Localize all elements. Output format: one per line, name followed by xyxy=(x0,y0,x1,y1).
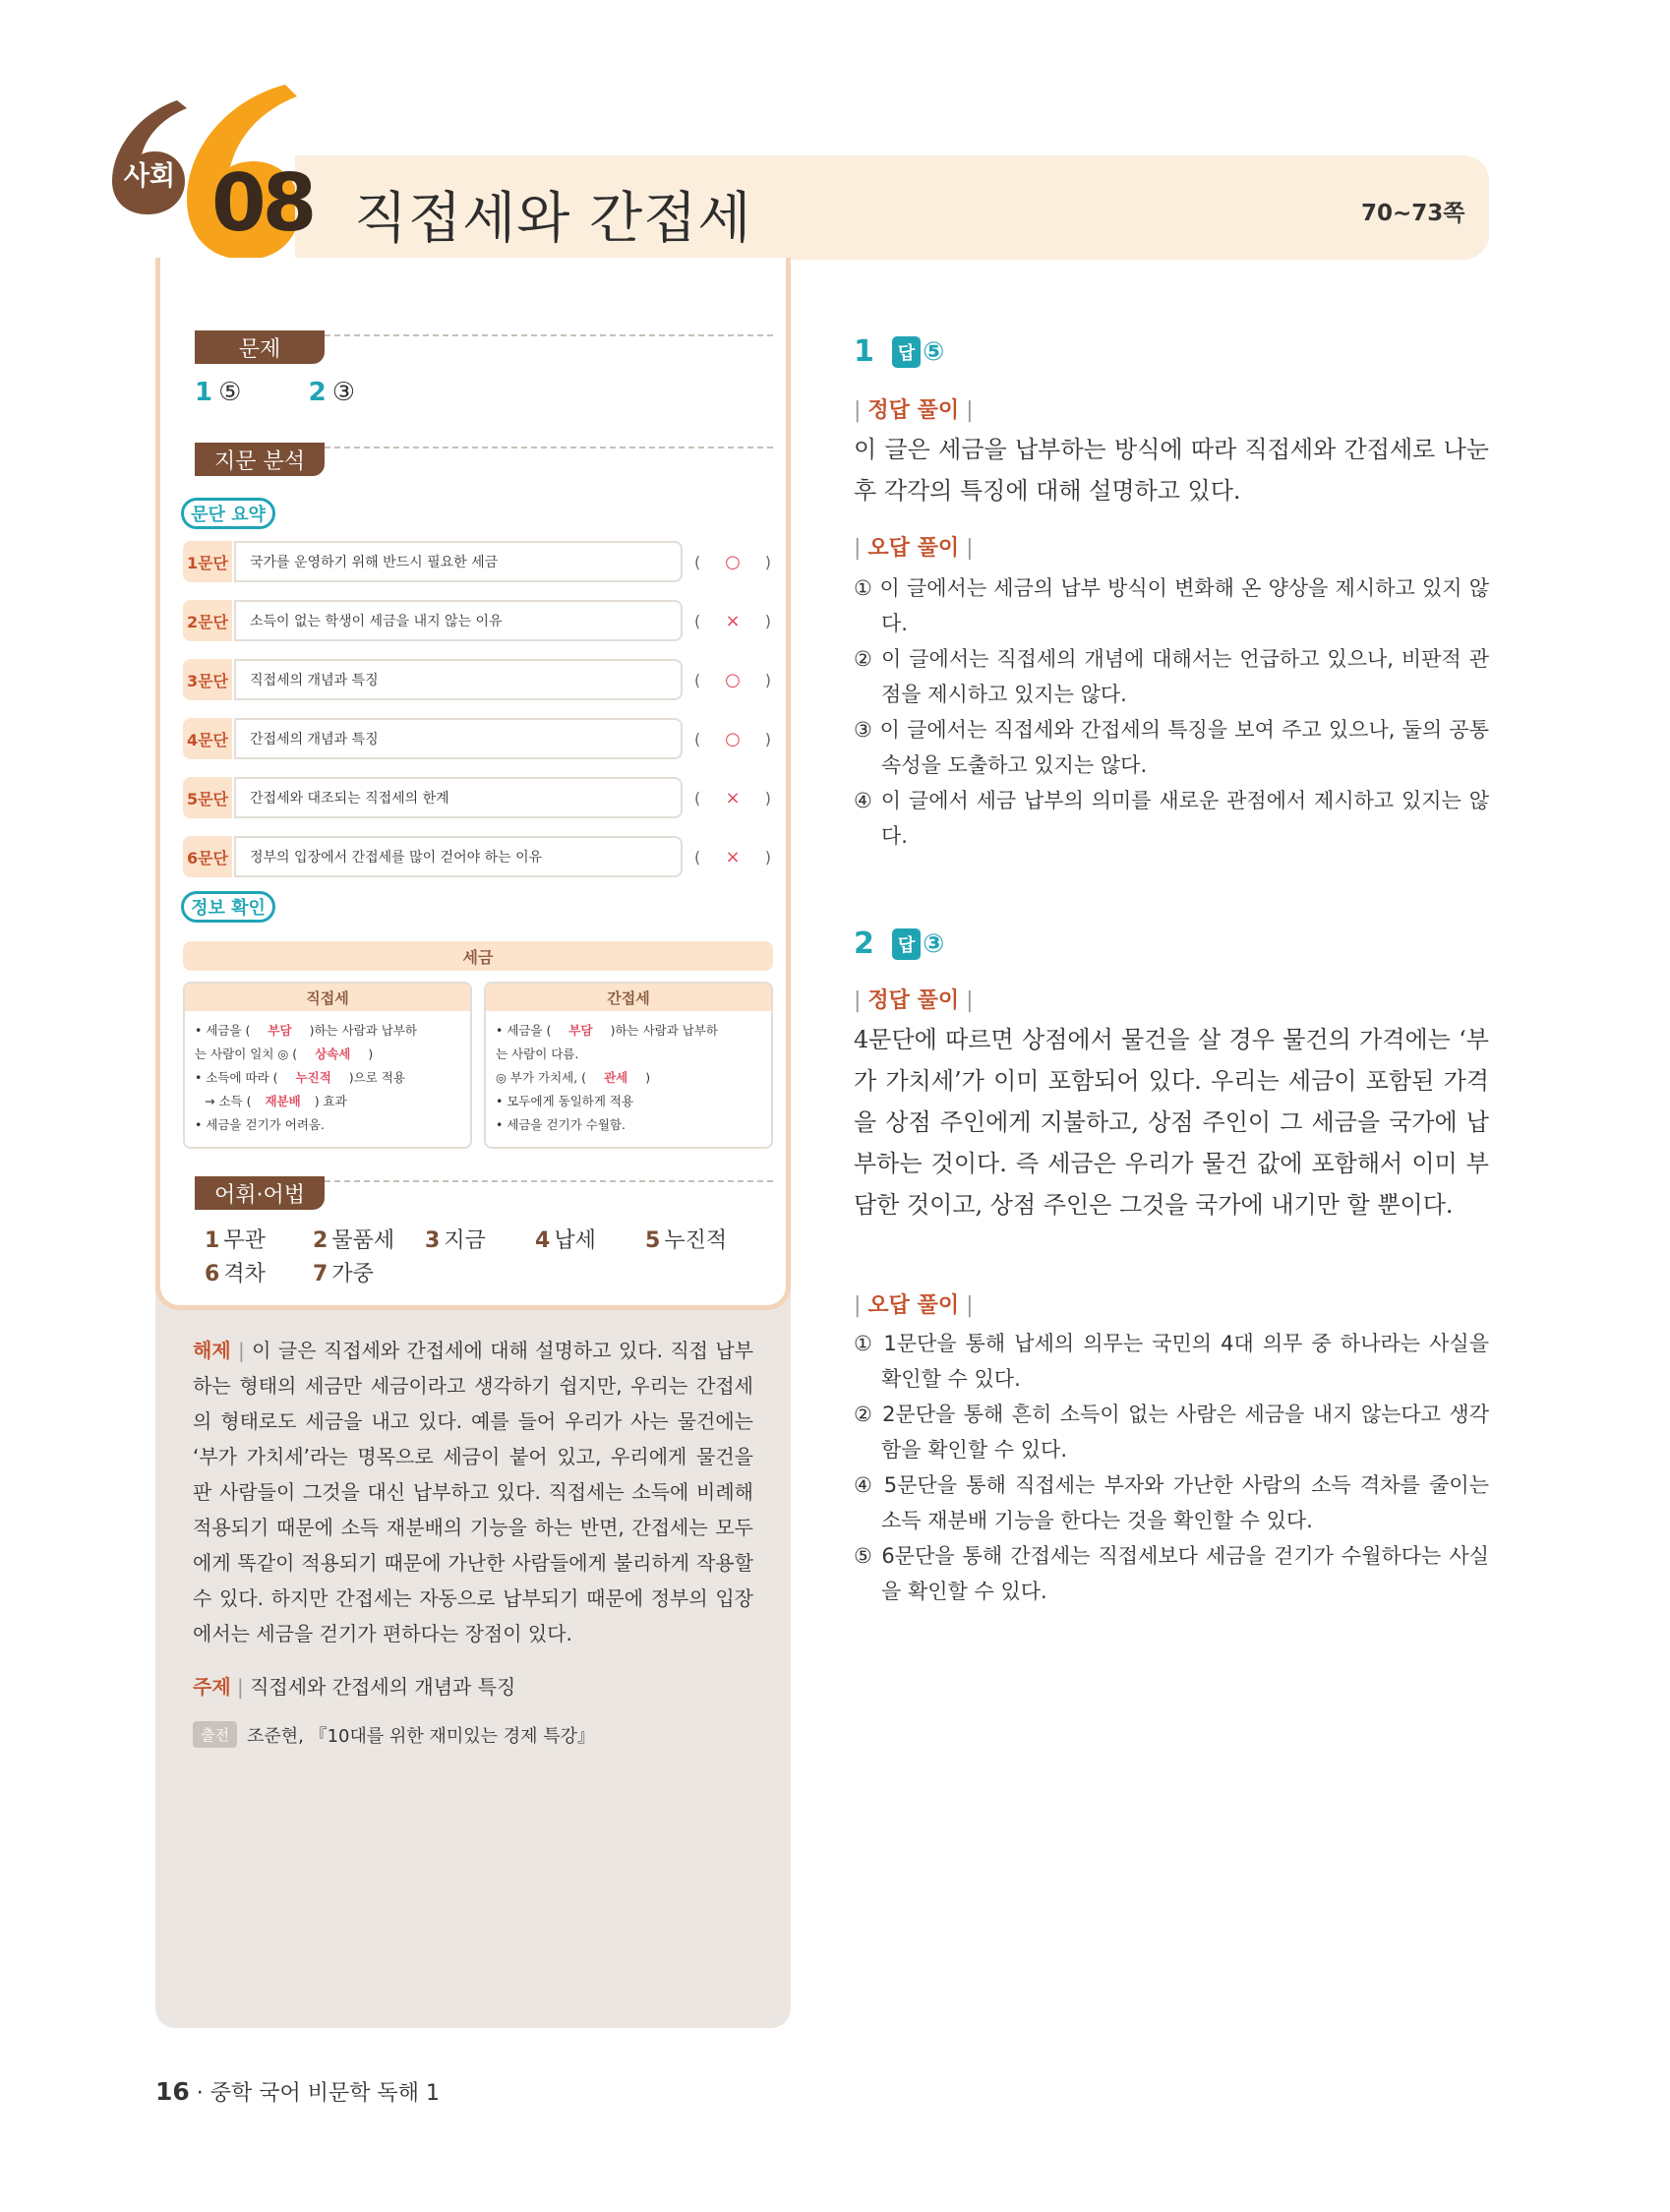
vocab-item: 3 지금 xyxy=(425,1228,486,1253)
fill-answer: 관세 xyxy=(604,1070,628,1085)
wrong-item: ⑤ 6문단을 통해 간접세는 직접세보다 세금을 걷기가 수월하다는 사실을 확인할 수 있다. xyxy=(854,1544,1489,1603)
fill-answer: 재분배 xyxy=(265,1094,301,1108)
summary-row xyxy=(183,718,771,759)
source-text: 조준현, 『10대를 위한 재미있는 경제 특강』 xyxy=(246,1725,596,1747)
source-line xyxy=(193,1721,595,1748)
indirect-tax-title: 간접세 xyxy=(486,984,771,1011)
paragraph-summary: 간접세와 대조되는 직접세의 한계 xyxy=(234,777,683,818)
wrong-explanations xyxy=(854,570,1489,854)
paragraph-label: 4문단 xyxy=(183,718,232,759)
wrong-item: ④ 5문단을 통해 직접세는 부자와 가난한 사람의 소득 격차를 줄이는 소득 재분배 기능을 한다는 것을 확인할 수 있다. xyxy=(854,1473,1489,1532)
vocab-item: 4 납세 xyxy=(535,1228,596,1253)
ox-mark: ( ○ ) xyxy=(694,728,771,749)
divider xyxy=(325,334,773,336)
divider xyxy=(325,447,773,448)
answer-tag: 답 xyxy=(892,336,921,368)
wrong-heading: | 오답 풀이 | xyxy=(854,536,974,561)
wrong-heading: | 오답 풀이 | xyxy=(854,1293,974,1318)
fill-answer: 부담 xyxy=(568,1023,593,1038)
summary-row xyxy=(183,777,771,818)
summary-row xyxy=(183,541,771,582)
section-tab-problem: 문제 xyxy=(195,330,325,364)
paragraph-label: 5문단 xyxy=(183,777,232,818)
fill-answer: 부담 xyxy=(268,1023,292,1038)
correct-heading: | 정답 풀이 | xyxy=(854,988,974,1013)
summary-pill: 문단 요약 xyxy=(181,498,275,529)
tax-heading: 세금 xyxy=(183,941,773,971)
answer-val: ⑤ xyxy=(218,378,242,407)
question-1-heading: 1 답 ⑤ xyxy=(854,334,945,369)
section-tab-vocab: 어휘·어법 xyxy=(195,1176,325,1210)
vocab-item: 7 가중 xyxy=(313,1262,374,1286)
answer-tag: 답 xyxy=(892,928,921,960)
paragraph-summary: 소득이 없는 학생이 세금을 내지 않는 이유 xyxy=(234,600,683,641)
fill-answer: 상속세 xyxy=(315,1046,351,1061)
ox-mark: ( × ) xyxy=(694,846,771,867)
answer-value: ③ xyxy=(923,928,945,959)
wrong-item: ② 2문단을 통해 흔히 소득이 없는 사람은 세금을 내지 않는다고 생각함을 확인할 수 있다. xyxy=(854,1403,1489,1462)
divider xyxy=(325,1180,773,1182)
paragraph-label: 2문단 xyxy=(183,600,232,641)
wrong-item: ① 이 글에서는 세금의 납부 방식이 변화해 온 양상을 제시하고 있지 않다. xyxy=(854,576,1489,635)
paragraph-summary: 직접세의 개념과 특징 xyxy=(234,659,683,700)
summary-row xyxy=(183,659,771,700)
summary-row xyxy=(183,600,771,641)
page-range: 70~73쪽 xyxy=(1361,201,1465,226)
paragraph-label: 3문단 xyxy=(183,659,232,700)
wrong-item: ② 이 글에서는 직접세의 개념에 대해서는 언급하고 있으나, 비판적 관점을 제시하고 있지는 않다. xyxy=(854,647,1489,706)
ox-mark: ( × ) xyxy=(694,787,771,808)
subject-label: 사회 xyxy=(123,160,176,192)
fill-answer: 누진적 xyxy=(295,1070,331,1085)
vocab-item: 2 물품세 xyxy=(313,1228,395,1253)
answer-value: ⑤ xyxy=(923,336,945,367)
wrong-item: ① 1문단을 통해 납세의 의무는 국민의 4대 의무 중 하나라는 사실을 확인할 수 있다. xyxy=(854,1332,1489,1391)
paragraph-label: 6문단 xyxy=(183,836,232,877)
correct-explanation: 이 글은 세금을 납부하는 방식에 따라 직접세와 간접세로 나눈 후 각각의 특징에 대해 설명하고 있다. xyxy=(854,436,1489,505)
section-tab-analysis: 지문 분석 xyxy=(195,443,325,476)
theme-text: 직접세와 간접세의 개념과 특징 xyxy=(250,1675,516,1699)
ox-mark: ( ○ ) xyxy=(694,669,771,690)
theme-label: 주제 xyxy=(193,1675,231,1699)
page-title: 직접세와 간접세 xyxy=(354,187,752,251)
correct-heading: | 정답 풀이 | xyxy=(854,398,974,423)
correct-explanation: 4문단에 따르면 상점에서 물건을 살 경우 물건의 가격에는 ‘부가 가치세’가 이미 포함되어 있다. 우리는 세금이 포함된 가격을 상점 주인에게 지불하고, 상점 주인이 그 세금을 국가에 납부하는 것이다. 즉 세금은 우리가 물건 값에 포함해서 이미 부담한 것이고, 상점 주인은 그것을 국가에 내기만 할 뿐이다. xyxy=(854,1026,1489,1219)
page-number: 16 xyxy=(155,2077,190,2106)
paragraph-summary: 간접세의 개념과 특징 xyxy=(234,718,683,759)
vocab-item: 1 무관 xyxy=(205,1228,266,1253)
explain-label: 해제 xyxy=(193,1339,231,1362)
chapter-number: 08 xyxy=(211,157,314,249)
info-pill: 정보 확인 xyxy=(181,891,275,923)
answer-val: ③ xyxy=(331,378,356,407)
wrong-item: ④ 이 글에서 세금 납부의 의미를 새로운 관점에서 제시하고 있지는 않다. xyxy=(854,789,1489,848)
paragraph-summary: 국가를 운영하기 위해 반드시 필요한 세금 xyxy=(234,541,683,582)
explain-text: 이 글은 직접세와 간접세에 대해 설명하고 있다. 직접 납부하는 형태의 세금만 세금이라고 생각하기 쉽지만, 우리는 간접세의 형태로도 세금을 내고 있다. 예를 들어 우리가 사는 물건에는 ‘부가 가치세’라는 명목으로 세금이 붙어 있고, 우리에게 물건을 판 사람들이 그것을 대신 납부하고 있다. 직접세는 소득에 비례해 적용되기 때문에 소득 재분배의 기능을 하는 반면, 간접세는 모두에게 똑같이 적용되기 때문에 가난한 사람들에게 불리하게 작용할 수 있다. 하지만 간접세는 자동으로 납부되기 때문에 정부의 입장에서는 세금을 걷기가 편하다는 장점이 있다. xyxy=(193,1339,754,1645)
page-footer xyxy=(155,2076,440,2107)
vocab-item: 5 누진적 xyxy=(645,1228,728,1253)
direct-tax-box: 직접세 • 세금을 ( 부담 )하는 사람과 납부하 는 사람이 일치 ◎ ( 상속세 ) • 소득에 따라 ( 누진적 )으로 적용 → 소득 ( 재분배 ) 효과 • 세금을 걷기가 어려움. xyxy=(183,982,472,1149)
book-title: · 중학 국어 비문학 독해 1 xyxy=(196,2081,441,2106)
source-tag: 출전 xyxy=(193,1721,237,1748)
explanation-paragraph: 해제 | 이 글은 직접세와 간접세에 대해 설명하고 있다. 직접 납부하는 형태의 세금만 세금이라고 생각하기 쉽지만, 우리는 간접세의 형태로도 세금을 내고 있다. 예를 들어 우리가 사는 물건에는 ‘부가 가치세’라는 명목으로 세금이 붙어 있고, 우리에게 물건을 판 사람들이 그것을 대신 납부하고 있다. 직접세는 소득에 비례해 적용되기 때문에 소득 재분배의 기능을 하는 반면, 간접세는 모두에게 똑같이 적용되기 때문에 가난한 사람들에게 불리하게 작용할 수 있다. 하지만 간접세는 자동으로 납부되기 때문에 정부의 입장에서는 세금을 걷기가 편하다는 장점이 있다. xyxy=(193,1339,754,1645)
theme-line: 주제 | 직접세와 간접세의 개념과 특징 xyxy=(193,1675,516,1699)
indirect-tax-box: 간접세 • 세금을 ( 부담 )하는 사람과 납부하 는 사람이 다름. ◎ 부가 가치세, ( 관세 ) • 모두에게 동일하게 적용 • 세금을 걷기가 수월함. xyxy=(484,982,773,1149)
wrong-explanations xyxy=(854,1326,1489,1609)
answer-num: 2 xyxy=(308,378,327,407)
vocab-item: 6 격차 xyxy=(205,1262,266,1286)
wrong-item: ③ 이 글에서는 직접세와 간접세의 특징을 보여 주고 있으나, 둘의 공통 속성을 도출하고 있지는 않다. xyxy=(854,718,1489,777)
ox-mark: ( ○ ) xyxy=(694,551,771,572)
answer-num: 1 xyxy=(195,378,213,407)
paragraph-label: 1문단 xyxy=(183,541,232,582)
answer-row xyxy=(195,378,355,407)
question-2-heading: 2 답 ③ xyxy=(854,927,945,961)
direct-tax-title: 직접세 xyxy=(185,984,470,1011)
paragraph-summary: 정부의 입장에서 간접세를 많이 걷어야 하는 이유 xyxy=(234,836,683,877)
summary-row xyxy=(183,836,771,877)
ox-mark: ( × ) xyxy=(694,610,771,631)
